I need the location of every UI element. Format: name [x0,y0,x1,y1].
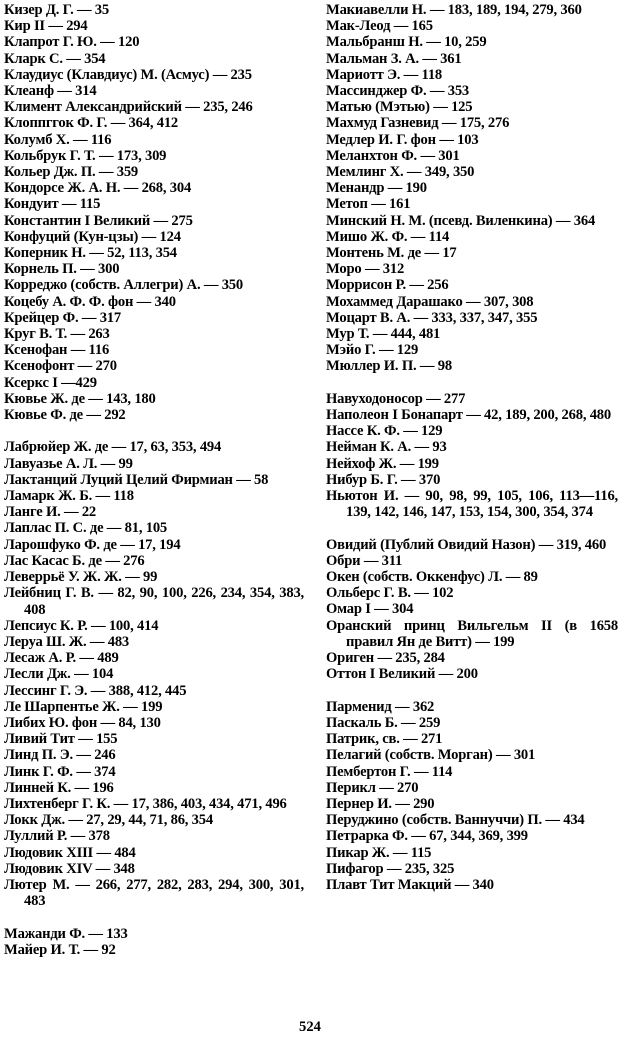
index-entry: Колумб X. — 116 [4,131,112,148]
index-entry: Кондорсе Ж. А. Н. — 268, 304 [4,180,192,197]
index-entry: Ле Шарпентье Ж. — 199 [4,698,163,715]
index-entry: Окен (собств. Оккенфус) Л. — 89 [326,569,538,586]
group-gap [326,520,618,536]
index-entry: Патрик, св. — 271 [326,731,443,748]
index-entry: Коцебу А. Ф. Ф. фон — 340 [4,293,176,310]
index-entry: Лессинг Г. Э. — 388, 412, 445 [4,682,187,699]
index-entry: Меланхтон Ф. — 301 [326,147,460,164]
index-entry: Леверрьё У. Ж. Ж. — 99 [4,569,158,586]
index-entry: Метоп — 161 [326,196,411,213]
index-entry: Линк Г. Ф. — 374 [4,763,116,780]
index-entry: Ксенофонт — 270 [4,358,117,375]
index-entry: Лас Касас Б. де — 276 [4,552,145,569]
index-entry: Перикл — 270 [326,779,419,796]
index-entry: Лаплас П. С. де — 81, 105 [4,520,168,537]
index-entry: Омар I — 304 [326,601,414,618]
index-entry: Навуходоносор — 277 [326,390,466,407]
index-entry: Мохаммед Дарашако — 307, 308 [326,293,534,310]
index-entry: Матью (Мэтью) — 125 [326,99,473,116]
index-entry: Нейман К. А. — 93 [326,439,447,456]
index-entry: Паскаль Б. — 259 [326,714,441,731]
index-column-right [326,2,618,893]
index-entry: Махмуд Газневид — 175, 276 [326,115,510,132]
index-entry: Мур Т. — 444, 481 [326,326,441,343]
index-entry: Мажанди Ф. — 133 [4,925,128,942]
index-entry: Локк Дж. — 27, 29, 44, 71, 86, 354 [4,812,213,829]
index-entry: Кларк С. — 354 [4,50,106,67]
index-entry: Плавт Тит Макций — 340 [326,876,494,893]
index-entry: Пернер И. — 290 [326,795,435,812]
index-entry: Медлер И. Г. фон — 103 [326,131,479,148]
index-entry: Ксенофан — 116 [4,342,110,359]
index-entry: Моцарт В. А. — 333, 337, 347, 355 [326,309,538,326]
index-entry: Климент Александрийский — 235, 246 [4,99,253,116]
index-entry: Пелагий (собств. Морган) — 301 [326,747,536,764]
index-entry: Линней К. — 196 [4,779,114,796]
index-entry: Конфуций (Кун-цзы) — 124 [4,228,181,245]
index-entry: Оттон I Великий — 200 [326,666,478,683]
index-entry: Лейбниц Г. В. — 82, 90, 100, 226, 234, 354, 383, 408 [4,585,304,618]
index-entry: Крейцер Ф. — 317 [4,309,121,326]
index-entry: Клапрот Г. Ю. — 120 [4,34,140,51]
index-entry: Людовик XIII — 484 [4,844,136,861]
index-entry: Мюллер И. П. — 98 [326,358,452,375]
index-entry: Кольер Дж. П. — 359 [4,164,139,181]
index-entry: Ориген — 235, 284 [326,650,445,667]
index-entry: Ксеркс I —429 [4,374,97,391]
index-entry: Массинджер Ф. — 353 [326,83,470,100]
index-entry: Пембертон Г. — 114 [326,763,453,780]
index-entry: Лесли Дж. — 104 [4,666,114,683]
group-gap [326,375,618,391]
index-entry: Либих Ю. фон — 84, 130 [4,714,161,731]
index-entry: Мэйо Г. — 129 [326,342,419,359]
index-entry: Майер И. Т. — 92 [4,941,116,958]
index-entry: Лактанций Луций Целий Фирмиан — 58 [4,471,269,488]
index-entry: Перуджино (собств. Ваннуччи) П. — 434 [326,812,585,829]
index-entry: Ольберс Г. В. — 102 [326,585,454,602]
index-entry: Моро — 312 [326,261,405,278]
index-entry: Клаудиус (Клавдиус) М. (Асмус) — 235 [4,66,252,83]
index-entry: Леруа Ш. Ж. — 483 [4,633,130,650]
index-entry: Линд П. Э. — 246 [4,747,116,764]
index-entry: Мемлинг X. — 349, 350 [326,164,475,181]
index-entry: Константин I Великий — 275 [4,212,193,229]
group-gap [326,683,618,699]
index-entry: Овидий (Публий Овидий Назон) — 319, 460 [326,536,607,553]
index-entry: Кювье Ж. де — 143, 180 [4,390,156,407]
index-entry: Круг В. Т. — 263 [4,326,110,343]
index-entry: Монтень М. де — 17 [326,245,457,262]
page-number: 524 [299,1019,321,1035]
index-entry: Наполеон I Бонапарт — 42, 189, 200, 268, 480 [326,407,612,424]
index-entry: Ларошфуко Ф. де — 17, 194 [4,536,181,553]
index-entry: Лесаж А. Р. — 489 [4,650,119,667]
index-entry: Мариотт Э. — 118 [326,66,443,83]
index-entry: Минский Н. М. (псевд. Виленкина) — 364 [326,212,596,229]
index-entry: Лихтенберг Г. К. — 17, 386, 403, 434, 471, 496 [4,795,287,812]
index-entry: Людовик XIV — 348 [4,860,135,877]
index-entry: Петрарка Ф. — 67, 344, 369, 399 [326,828,528,845]
index-entry: Корнель П. — 300 [4,261,120,278]
index-entry: Мак-Леод — 165 [326,18,433,35]
index-entry: Ливий Тит — 155 [4,731,118,748]
index-entry: Кондуит — 115 [4,196,101,213]
index-entry: Менандр — 190 [326,180,427,197]
index-entry: Корреджо (собств. Аллегри) А. — 350 [4,277,243,294]
index-entry: Нейхоф Ж. — 199 [326,455,439,472]
index-entry: Нибур Б. Г. — 370 [326,471,441,488]
index-entry: Оранский принц Вильгельм II (в 1658 правил Ян де Витт) — 199 [326,617,618,650]
index-entry: Пикар Ж. — 115 [326,844,432,861]
index-entry: Клеанф — 314 [4,83,97,100]
index-entry: Кизер Д. Г. — 35 [4,2,110,18]
index-entry: Лавуазье А. Л. — 99 [4,455,133,472]
index-entry: Моррисон Р. — 256 [326,277,449,294]
index-entry: Мишо Ж. Ф. — 114 [326,228,450,245]
index-entry: Кольбрук Г. Т. — 173, 309 [4,147,167,164]
index-entry: Обри — 311 [326,552,403,569]
index-entry: Лепсиус К. Р. — 100, 414 [4,617,159,634]
index-entry: Нассе К. Ф. — 129 [326,423,443,440]
index-entry: Мальбранш Н. — 10, 259 [326,34,487,51]
index-entry: Пифагор — 235, 325 [326,860,455,877]
index-column-left [4,2,304,958]
index-entry: Кир II — 294 [4,18,88,35]
index-entry: Мальман З. А. — 361 [326,50,462,67]
index-entry: Коперник Н. — 52, 113, 354 [4,245,177,262]
index-entry: Лабрюйер Ж. де — 17, 63, 353, 494 [4,439,222,456]
index-entry: Ланге И. — 22 [4,504,97,521]
index-entry: Парменид — 362 [326,698,435,715]
group-gap [4,423,304,439]
index-entry: Лютер М. — 266, 277, 282, 283, 294, 300, 301, 483 [4,876,304,910]
index-entry: Луллий Р. — 378 [4,828,110,845]
index-entry: Ламарк Ж. Б. — 118 [4,488,134,505]
group-gap [4,909,304,925]
index-entry: Клоппггок Ф. Г. — 364, 412 [4,115,179,132]
index-entry: Макиавелли Н. — 183, 189, 194, 279, 360 [326,2,582,18]
index-entry: Кювье Ф. де — 292 [4,407,126,424]
index-entry: Ньютон И. — 90, 98, 99, 105, 106, 113—116, 139, 142, 146, 147, 153, 154, 300, 354, 374 [326,488,618,521]
